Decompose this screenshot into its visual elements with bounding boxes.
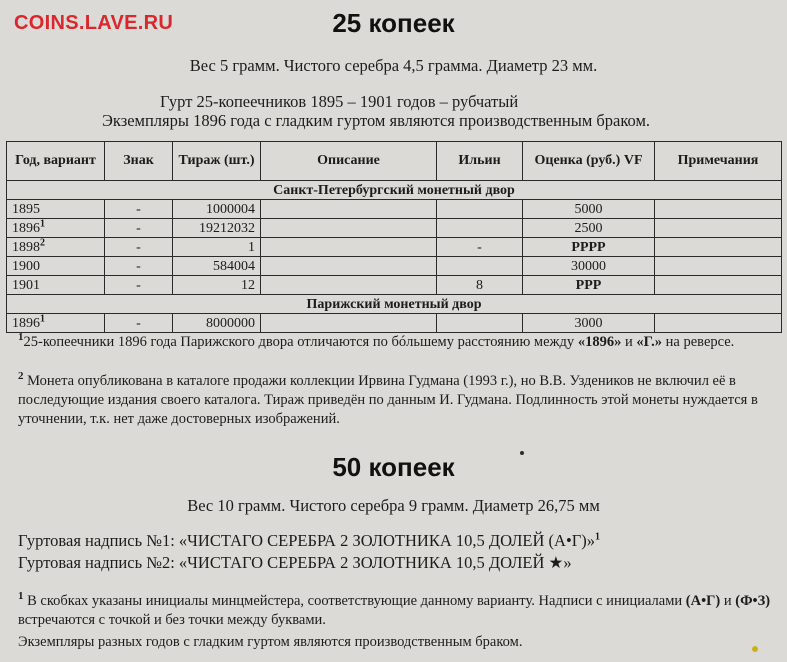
edge-note-50: Экземпляры разных годов с гладким гуртом являются производственным браком. xyxy=(18,634,523,650)
edge-25: Гурт 25-копеечников 1895 – 1901 годов – рубчатый xyxy=(160,92,519,111)
footnote-1-25: $^1$25-копеечники 1896 года Парижского двора отличаются по бóльшему расстоянию между «1896» и «Г.» на реверсе. xyxy=(18,331,735,350)
catalog-table-25 xyxy=(6,141,782,333)
header-mark: Знак xyxy=(105,142,173,181)
cell-notes xyxy=(655,200,782,219)
table-row xyxy=(7,276,782,295)
edge-inscription-2: Гуртовая надпись №2: «ЧИСТАГО СЕРЕБРА 2 ЗОЛОТНИКА 10,5 ДОЛЕЙ ★» xyxy=(18,553,572,572)
header-year: Год, вариант xyxy=(7,142,105,181)
cell-vf: 30000 xyxy=(523,257,655,276)
cell-notes xyxy=(655,257,782,276)
table-header-row xyxy=(7,142,782,181)
cell-ilyin xyxy=(437,200,523,219)
cell-desc xyxy=(261,200,437,219)
cell-desc xyxy=(261,257,437,276)
header-vf: Оценка (руб.) VF xyxy=(523,142,655,181)
cell-mintage: 1 xyxy=(173,238,261,257)
header-mintage: Тираж (шт.) xyxy=(173,142,261,181)
table-row xyxy=(7,257,782,276)
cell-notes xyxy=(655,314,782,333)
cell-year: 1896$^1$ xyxy=(7,314,105,333)
section-row xyxy=(7,181,782,200)
edge-inscription-1: Гуртовая надпись №1: «ЧИСТАГО СЕРЕБРА 2 ЗОЛОТНИКА 10,5 ДОЛЕЙ (А•Г)»$^1$ xyxy=(18,531,601,550)
table-row xyxy=(7,200,782,219)
table-row xyxy=(7,314,782,333)
cell-notes xyxy=(655,276,782,295)
cell-vf: 2500 xyxy=(523,219,655,238)
cell-vf: 5000 xyxy=(523,200,655,219)
cell-ilyin xyxy=(437,219,523,238)
cell-desc xyxy=(261,314,437,333)
cell-mintage: 584004 xyxy=(173,257,261,276)
cell-mark: - xyxy=(105,314,173,333)
cell-vf: 3000 xyxy=(523,314,655,333)
cell-notes xyxy=(655,219,782,238)
edge-note-25: Экземпляры 1896 года с гладким гуртом являются производственным браком. xyxy=(102,111,651,130)
cell-year: 1895 xyxy=(7,200,105,219)
header-ilyin: Ильин xyxy=(437,142,523,181)
cell-ilyin: - xyxy=(437,238,523,257)
cell-vf: PPPP xyxy=(523,238,655,257)
cell-desc xyxy=(261,219,437,238)
footnote-1-50: $^1$ В скобках указаны инициалы минцмейстера, соответствующие данному варианту. Надписи с инициалами (А•Г) и (Ф•З) встречаются с точкой и без точки между буквами. xyxy=(18,590,771,628)
cell-mintage: 12 xyxy=(173,276,261,295)
speck-yellow xyxy=(752,646,758,652)
spec-25: Вес 5 грамм. Чистого серебра 4,5 грамма. Диаметр 23 мм. xyxy=(189,56,598,75)
header-description: Описание xyxy=(261,142,437,181)
cell-mintage: 8000000 xyxy=(173,314,261,333)
cell-mintage: 19212032 xyxy=(173,219,261,238)
cell-ilyin xyxy=(437,257,523,276)
section-title-50: 50 копеек xyxy=(332,452,455,482)
site-watermark: COINS.LAVE.RU xyxy=(14,12,174,34)
cell-ilyin xyxy=(437,314,523,333)
footnote-2-25: $^2$ Монета опубликована в каталоге продажи коллекции Ирвина Гудмана (1993 г.), но В.В. Уздеников не включил её в последующие издания своего каталога. Тираж приведён по данным И. Гудмана. Подлинность этой монеты нуждается в уточнении, т.к. нет даже достоверных изображений. xyxy=(18,370,758,427)
section-title-25: 25 копеек xyxy=(332,8,455,38)
section-row xyxy=(7,295,782,314)
table-row xyxy=(7,238,782,257)
cell-mark: - xyxy=(105,200,173,219)
spec-50: Вес 10 грамм. Чистого серебра 9 грамм. Диаметр 26,75 мм xyxy=(187,496,600,515)
cell-year: 1896$^1$ xyxy=(7,219,105,238)
cell-mark: - xyxy=(105,219,173,238)
cell-desc xyxy=(261,238,437,257)
cell-desc xyxy=(261,276,437,295)
cell-year: 1901 xyxy=(7,276,105,295)
cell-notes xyxy=(655,238,782,257)
cell-mintage: 1000004 xyxy=(173,200,261,219)
cell-year: 1900 xyxy=(7,257,105,276)
cell-ilyin: 8 xyxy=(437,276,523,295)
section-spb: Санкт-Петербургский монетный двор xyxy=(7,181,782,200)
table-row xyxy=(7,219,782,238)
cell-year: 1898$^2$ xyxy=(7,238,105,257)
section-paris: Парижский монетный двор xyxy=(7,295,782,314)
cell-mark: - xyxy=(105,276,173,295)
cell-mark: - xyxy=(105,238,173,257)
header-notes: Примечания xyxy=(655,142,782,181)
cell-vf: PPP xyxy=(523,276,655,295)
cell-mark: - xyxy=(105,257,173,276)
